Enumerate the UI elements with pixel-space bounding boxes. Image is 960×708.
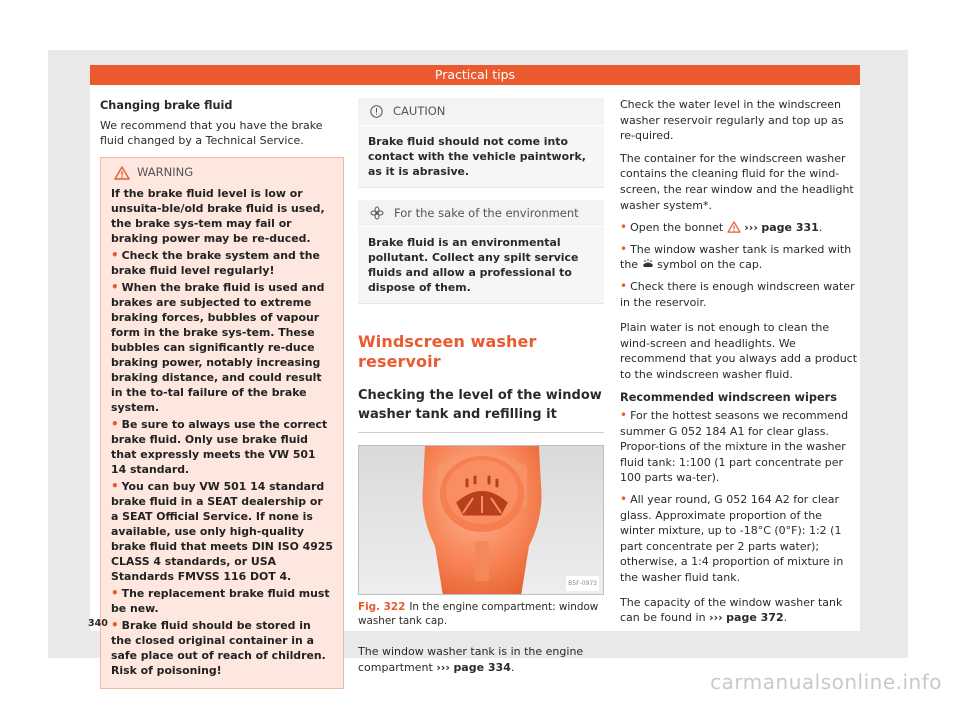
bullet-dot-icon: • [111, 248, 119, 263]
warning-bullet: • Brake fluid should be stored in the closed original container in a safe place out of reach of children. Risk of poisoning! [111, 618, 326, 678]
column-left [100, 98, 344, 689]
environment-header [358, 200, 604, 228]
warning-bullet: • Check the brake system and the brake fluid level regularly! [111, 248, 320, 278]
page-ref-link[interactable]: page 331 [761, 221, 819, 235]
warning-box [100, 157, 344, 690]
page-header: Practical tips [90, 65, 860, 85]
caution-box [358, 98, 604, 188]
warning-bullet: • You can buy VW 501 14 standard brake fluid in a SEAT dealership or a SEAT Official Service. If none is available, use only high-quality brake fluid that meets DIN ISO 4925 CLASS 4 standards, or USA Standards FMVSS 116 DOT 4. [111, 479, 333, 584]
figure-label: Fig. 322 [358, 601, 406, 614]
bullet-dot-icon: • [111, 618, 119, 633]
figure-code: B5F-0973 [566, 576, 599, 592]
environment-text: Brake fluid is an environmental pollutant. Collect any spilt service fluids and allow a professional to dispose of them. [358, 227, 604, 303]
paragraph: Check the water level in the windscreen washer reservoir regularly and top up as re-quired. [620, 98, 844, 143]
warning-body [101, 186, 343, 688]
warning-header [101, 158, 343, 187]
figure-caption: Fig. 322 In the engine compartment: window washer tank cap. [358, 601, 599, 628]
subsection-title: Checking the level of the window washer tank and refilling it [358, 386, 604, 433]
paragraph: The capacity of the window washer tank can be found in ››› page 372. [620, 595, 843, 625]
intro-paragraph: We recommend that you have the brake fluid changed by a Technical Service. [100, 118, 323, 148]
list-item: • Open the bonnet ››› page 331. [620, 220, 823, 235]
washer-cap-image [359, 446, 604, 595]
bullet-dot-icon: • [620, 408, 628, 423]
warning-bullet: • Be sure to always use the correct brake fluid. Only use brake fluid that expressly meets the VW 501 14 standard. [111, 417, 328, 477]
section-title: Windscreen washer reservoir [358, 332, 537, 372]
bullet-dot-icon: • [111, 280, 119, 295]
bullet-dot-icon: • [111, 479, 119, 494]
warning-triangle-icon [727, 221, 741, 233]
paragraph: Plain water is not enough to clean the wind-screen and headlights. We recommend that you always add a product to the windscreen washer fluid. [620, 321, 858, 381]
warning-triangle-icon [114, 166, 130, 180]
body-paragraph: The window washer tank is in the engine compartment ››› page 334. [358, 645, 584, 674]
list-item: • The window washer tank is marked with the symbol on the cap. [620, 241, 852, 272]
caution-title: CAUTION [393, 104, 446, 118]
bullet-dot-icon: • [620, 278, 628, 293]
bullet-dot-icon: • [111, 586, 119, 601]
washer-symbol-icon [642, 258, 654, 269]
caution-text: Brake fluid should not come into contact with the vehicle paintwork, as it is abrasive. [358, 126, 604, 187]
page-ref-link[interactable]: page 334 [453, 660, 511, 674]
caution-header [358, 98, 604, 126]
column-middle [358, 98, 604, 683]
sub-heading: Recommended windscreen wipers [620, 390, 837, 404]
warning-bullet: • The replacement brake fluid must be new. [111, 586, 330, 616]
warning-title: WARNING [137, 164, 194, 179]
page-ref-arrows: ››› [436, 660, 450, 674]
list-item: • All year round, G 052 164 A2 for clear glass. Approximate proportion of the winter mixture, up to -18°C (0°F): 1:2 (1 part concentrate per 2 parts water); otherwise, a 1:4 proportion of mixture in the washer fluid tank. [620, 492, 844, 585]
list-item: • Check there is enough windscreen water in the reservoir. [620, 278, 855, 309]
environment-box [358, 200, 604, 305]
warning-paragraph: If the brake fluid level is low or unsuita-ble/old brake fluid is used, the brake sys-tem may fail or braking power may be re-duced. [111, 187, 325, 246]
column-right [620, 97, 860, 633]
figure-washer-cap [358, 445, 604, 595]
environment-leaf-icon [370, 206, 384, 220]
environment-title: For the sake of the environment [394, 205, 579, 220]
section-heading: Changing brake fluid [100, 99, 233, 112]
paragraph: The container for the windscreen washer contains the cleaning fluid for the wind-screen, the rear window and the headlight washer system*. [620, 151, 854, 212]
info-circle-icon [370, 105, 383, 118]
bullet-dot-icon: • [111, 417, 119, 432]
bullet-dot-icon: • [620, 241, 628, 256]
page-ref-link[interactable]: page 372 [726, 611, 784, 625]
watermark: carmanualsonline.info [710, 670, 942, 694]
warning-bullet: • When the brake fluid is used and brakes are subjected to extreme braking forces, bubbles of vapour form in the brake sys-tem. These bubbles can significantly re-duce braking power, notably increasing braking distance, and could result in the to-tal failure of the brake system. [111, 280, 325, 415]
bullet-dot-icon: • [620, 492, 628, 507]
bullet-dot-icon: • [620, 220, 628, 235]
list-item: • For the hottest seasons we recommend summer G 052 184 A1 for clear glass. Propor-tions of the mixture in the washer fluid tank: 1:100 (1 part concentrate per 100 parts wa-ter). [620, 408, 849, 485]
page-number: 340 [88, 618, 108, 629]
